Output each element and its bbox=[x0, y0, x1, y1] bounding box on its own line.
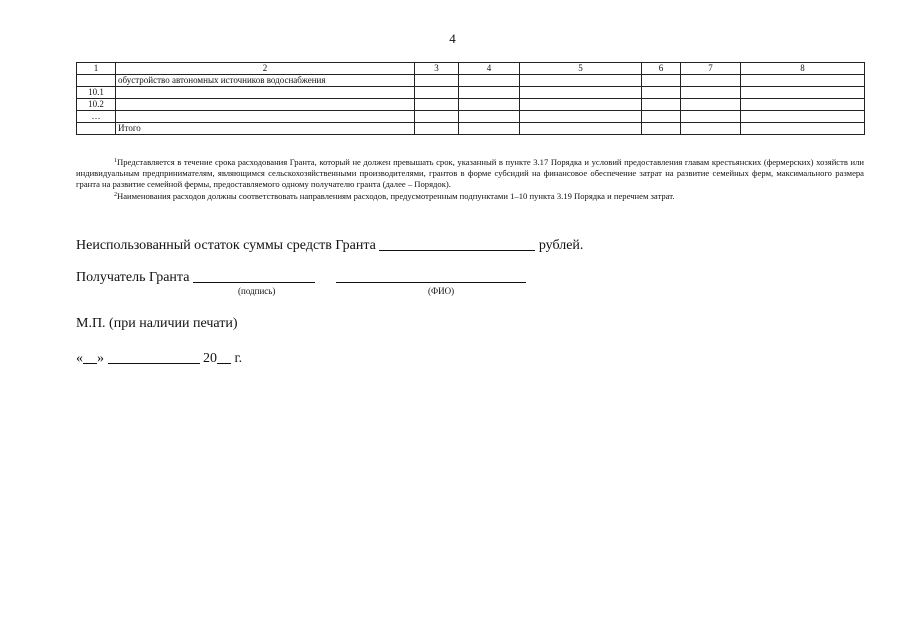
signature-field[interactable] bbox=[193, 268, 315, 283]
signature-caption: (подпись) bbox=[238, 286, 276, 296]
table-cell bbox=[520, 99, 642, 111]
remainder-line bbox=[76, 236, 583, 254]
table-cell bbox=[520, 87, 642, 99]
table-cell bbox=[681, 111, 741, 123]
footnote-2-text: Наименования расходов должны соответствовать направлениям расходов, предусмотренным подпунктами 1–10 пункта 3.19 Порядка и перечнем затрат. bbox=[117, 191, 675, 201]
footnote-1 bbox=[76, 156, 864, 190]
date-open-quote: « bbox=[76, 351, 83, 366]
table-row bbox=[77, 87, 865, 99]
table-cell bbox=[681, 99, 741, 111]
table-cell bbox=[116, 99, 415, 111]
year-prefix: 20 bbox=[203, 351, 217, 366]
stamp-text: М.П. (при наличии печати) bbox=[76, 316, 238, 331]
table-header-cell: 7 bbox=[681, 63, 741, 75]
table-cell bbox=[415, 123, 459, 135]
table-cell bbox=[77, 75, 116, 87]
table-header-cell: 8 bbox=[741, 63, 865, 75]
table-cell bbox=[415, 87, 459, 99]
table-cell: 10.1 bbox=[77, 87, 116, 99]
name-field[interactable] bbox=[336, 268, 526, 283]
day-field[interactable] bbox=[83, 349, 97, 364]
table-cell bbox=[681, 123, 741, 135]
table-cell bbox=[415, 99, 459, 111]
table-cell bbox=[415, 111, 459, 123]
table-cell bbox=[741, 123, 865, 135]
table-cell bbox=[116, 111, 415, 123]
month-field[interactable] bbox=[108, 349, 200, 364]
table-cell bbox=[642, 75, 681, 87]
table-cell bbox=[642, 87, 681, 99]
year-suffix: г. bbox=[234, 351, 243, 366]
table-cell bbox=[642, 99, 681, 111]
table-cell bbox=[459, 111, 520, 123]
table-cell bbox=[681, 75, 741, 87]
table-row bbox=[77, 123, 865, 135]
table-cell bbox=[642, 111, 681, 123]
table-cell bbox=[741, 75, 865, 87]
table-header-cell: 1 bbox=[77, 63, 116, 75]
table-cell bbox=[741, 99, 865, 111]
table-header-cell: 4 bbox=[459, 63, 520, 75]
footnote-2 bbox=[76, 190, 864, 202]
expense-table-body bbox=[77, 63, 865, 135]
page-number: 4 bbox=[449, 31, 456, 46]
year-field[interactable] bbox=[217, 349, 231, 364]
footnote-1-mark: 1 bbox=[114, 158, 117, 164]
table-cell: … bbox=[77, 111, 116, 123]
recipient-label: Получатель Гранта bbox=[76, 270, 190, 285]
table-header-cell: 2 bbox=[116, 63, 415, 75]
table-header-cell: 3 bbox=[415, 63, 459, 75]
table-cell bbox=[741, 111, 865, 123]
footnote-1-text: Представляется в течение срока расходования Гранта, который не должен превышать срок, указанный в пункте 3.17 Порядка и условий предоставления главам крестьянских (фермерских) хозяйств или индивидуальным предпринимателям, являющимся сельскохозяйственными производителями, грантов в форме субсидий на финансовое обеспечение затрат на развитие семейных ферм, максимального размера гранта на развитие семейной фермы, предоставляемого одному получателю гранта (далее – Порядок). bbox=[76, 157, 864, 189]
date-line bbox=[76, 349, 242, 367]
remainder-unit: рублей. bbox=[538, 238, 584, 253]
table-cell bbox=[520, 111, 642, 123]
recipient-line bbox=[76, 268, 526, 286]
table-cell: Итого bbox=[116, 123, 415, 135]
table-cell bbox=[520, 75, 642, 87]
footnotes bbox=[76, 156, 864, 202]
table-cell bbox=[520, 123, 642, 135]
expense-table bbox=[76, 62, 865, 135]
table-cell bbox=[415, 75, 459, 87]
remainder-amount-field[interactable] bbox=[379, 236, 535, 251]
table-row bbox=[77, 75, 865, 87]
table-row bbox=[77, 111, 865, 123]
table-header-cell: 5 bbox=[520, 63, 642, 75]
remainder-label: Неиспользованный остаток суммы средств Гранта bbox=[76, 238, 376, 253]
date-close-quote: » bbox=[97, 351, 104, 366]
table-cell: 10.2 bbox=[77, 99, 116, 111]
table-cell bbox=[741, 87, 865, 99]
table-cell bbox=[77, 123, 116, 135]
table-cell bbox=[116, 87, 415, 99]
table-cell bbox=[459, 99, 520, 111]
name-caption: (ФИО) bbox=[428, 286, 455, 296]
footnote-2-mark: 2 bbox=[114, 192, 117, 198]
table-cell bbox=[681, 87, 741, 99]
table-cell bbox=[642, 123, 681, 135]
table-cell bbox=[459, 123, 520, 135]
table-cell bbox=[459, 75, 520, 87]
table-row bbox=[77, 99, 865, 111]
table-header-cell: 6 bbox=[642, 63, 681, 75]
table-cell: обустройство автономных источников водоснабжения bbox=[116, 75, 415, 87]
table-header-row bbox=[77, 63, 865, 75]
table-cell bbox=[459, 87, 520, 99]
